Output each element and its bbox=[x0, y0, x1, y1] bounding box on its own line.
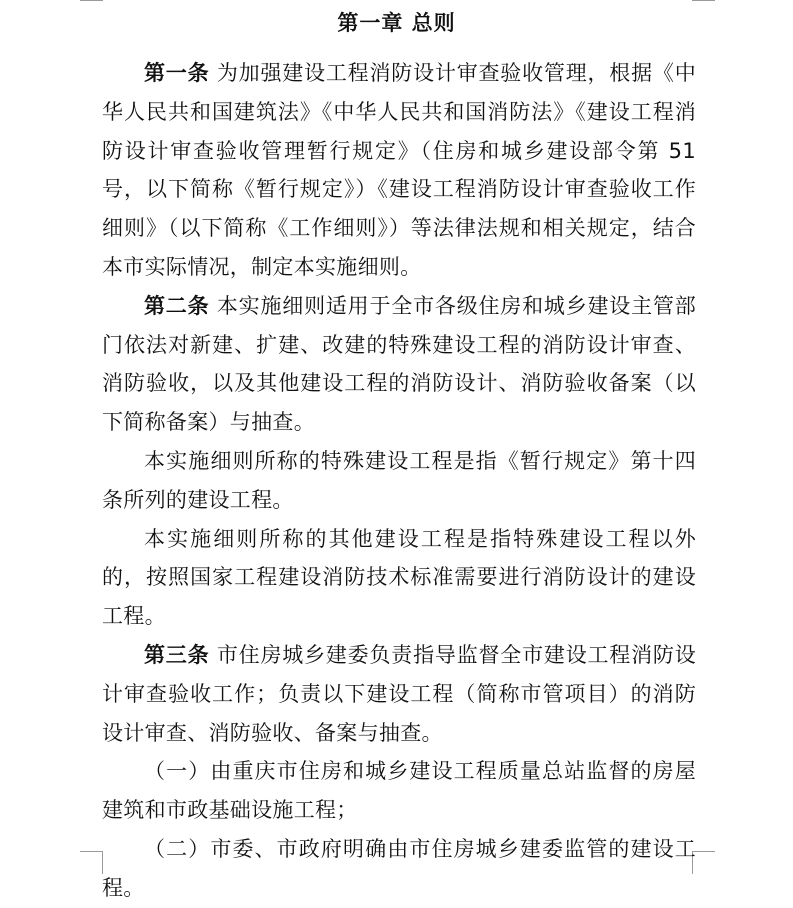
paragraph-article-2 bbox=[102, 287, 696, 442]
chapter-title: 第一章 总则 bbox=[337, 11, 456, 35]
paragraph-item-1 bbox=[102, 752, 696, 830]
paragraph-text: （一）由重庆市住房和城乡建设工程质量总站监督的房屋建筑和市政基础设施工程； bbox=[102, 759, 696, 823]
crop-mark-bottom-left bbox=[80, 851, 103, 874]
paragraph-text: 本实施细则所称的特殊建设工程是指《暂行规定》第十四条所列的建设工程。 bbox=[102, 448, 696, 512]
paragraph-text: 本实施细则所称的其他建设工程是指特殊建设工程以外的，按照国家工程建设消防技术标准需要进行消防设计的建设工程。 bbox=[102, 526, 696, 629]
article-lead: 第一条 bbox=[144, 61, 210, 85]
paragraph-special-projects bbox=[102, 442, 696, 520]
paragraph-text: （二）市委、市政府明确由市住房城乡建委监管的建设工程。 bbox=[102, 836, 696, 900]
paragraph-article-1 bbox=[102, 54, 696, 287]
paragraph-text: 本实施细则适用于全市各级住房和城乡建设主管部门依法对新建、扩建、改建的特殊建设工程的消防设计审查、消防验收，以及其他建设工程的消防设计、消防验收备案（以下简称备案）与抽查。 bbox=[102, 293, 696, 435]
paragraph-text: 市住房城乡建委负责指导监督全市建设工程消防设计审查验收工作；负责以下建设工程（简称市管项目）的消防设计审查、消防验收、备案与抽查。 bbox=[102, 642, 696, 745]
crop-mark-top-right bbox=[692, 0, 715, 1]
paragraph-other-projects bbox=[102, 520, 696, 636]
paragraph-article-3 bbox=[102, 636, 696, 752]
article-lead: 第二条 bbox=[144, 293, 210, 318]
paragraph-text: 为加强建设工程消防设计审查验收管理，根据《中华人民共和国建筑法》《中华人民共和国消防法》《建设工程消防设计审查验收管理暂行规定》（住房和城乡建设部令第 51 号，以下简称《暂行规定》）《建设工程消防设计审查验收工作细则》（以下简称《工作细则》）等法律法规和相关规定，结合本市实际情况，制定本实施细则。 bbox=[102, 61, 696, 279]
document-body bbox=[102, 54, 696, 908]
crop-mark-top-left bbox=[80, 0, 103, 1]
paragraph-item-2 bbox=[102, 830, 696, 908]
article-lead: 第三条 bbox=[144, 642, 210, 667]
